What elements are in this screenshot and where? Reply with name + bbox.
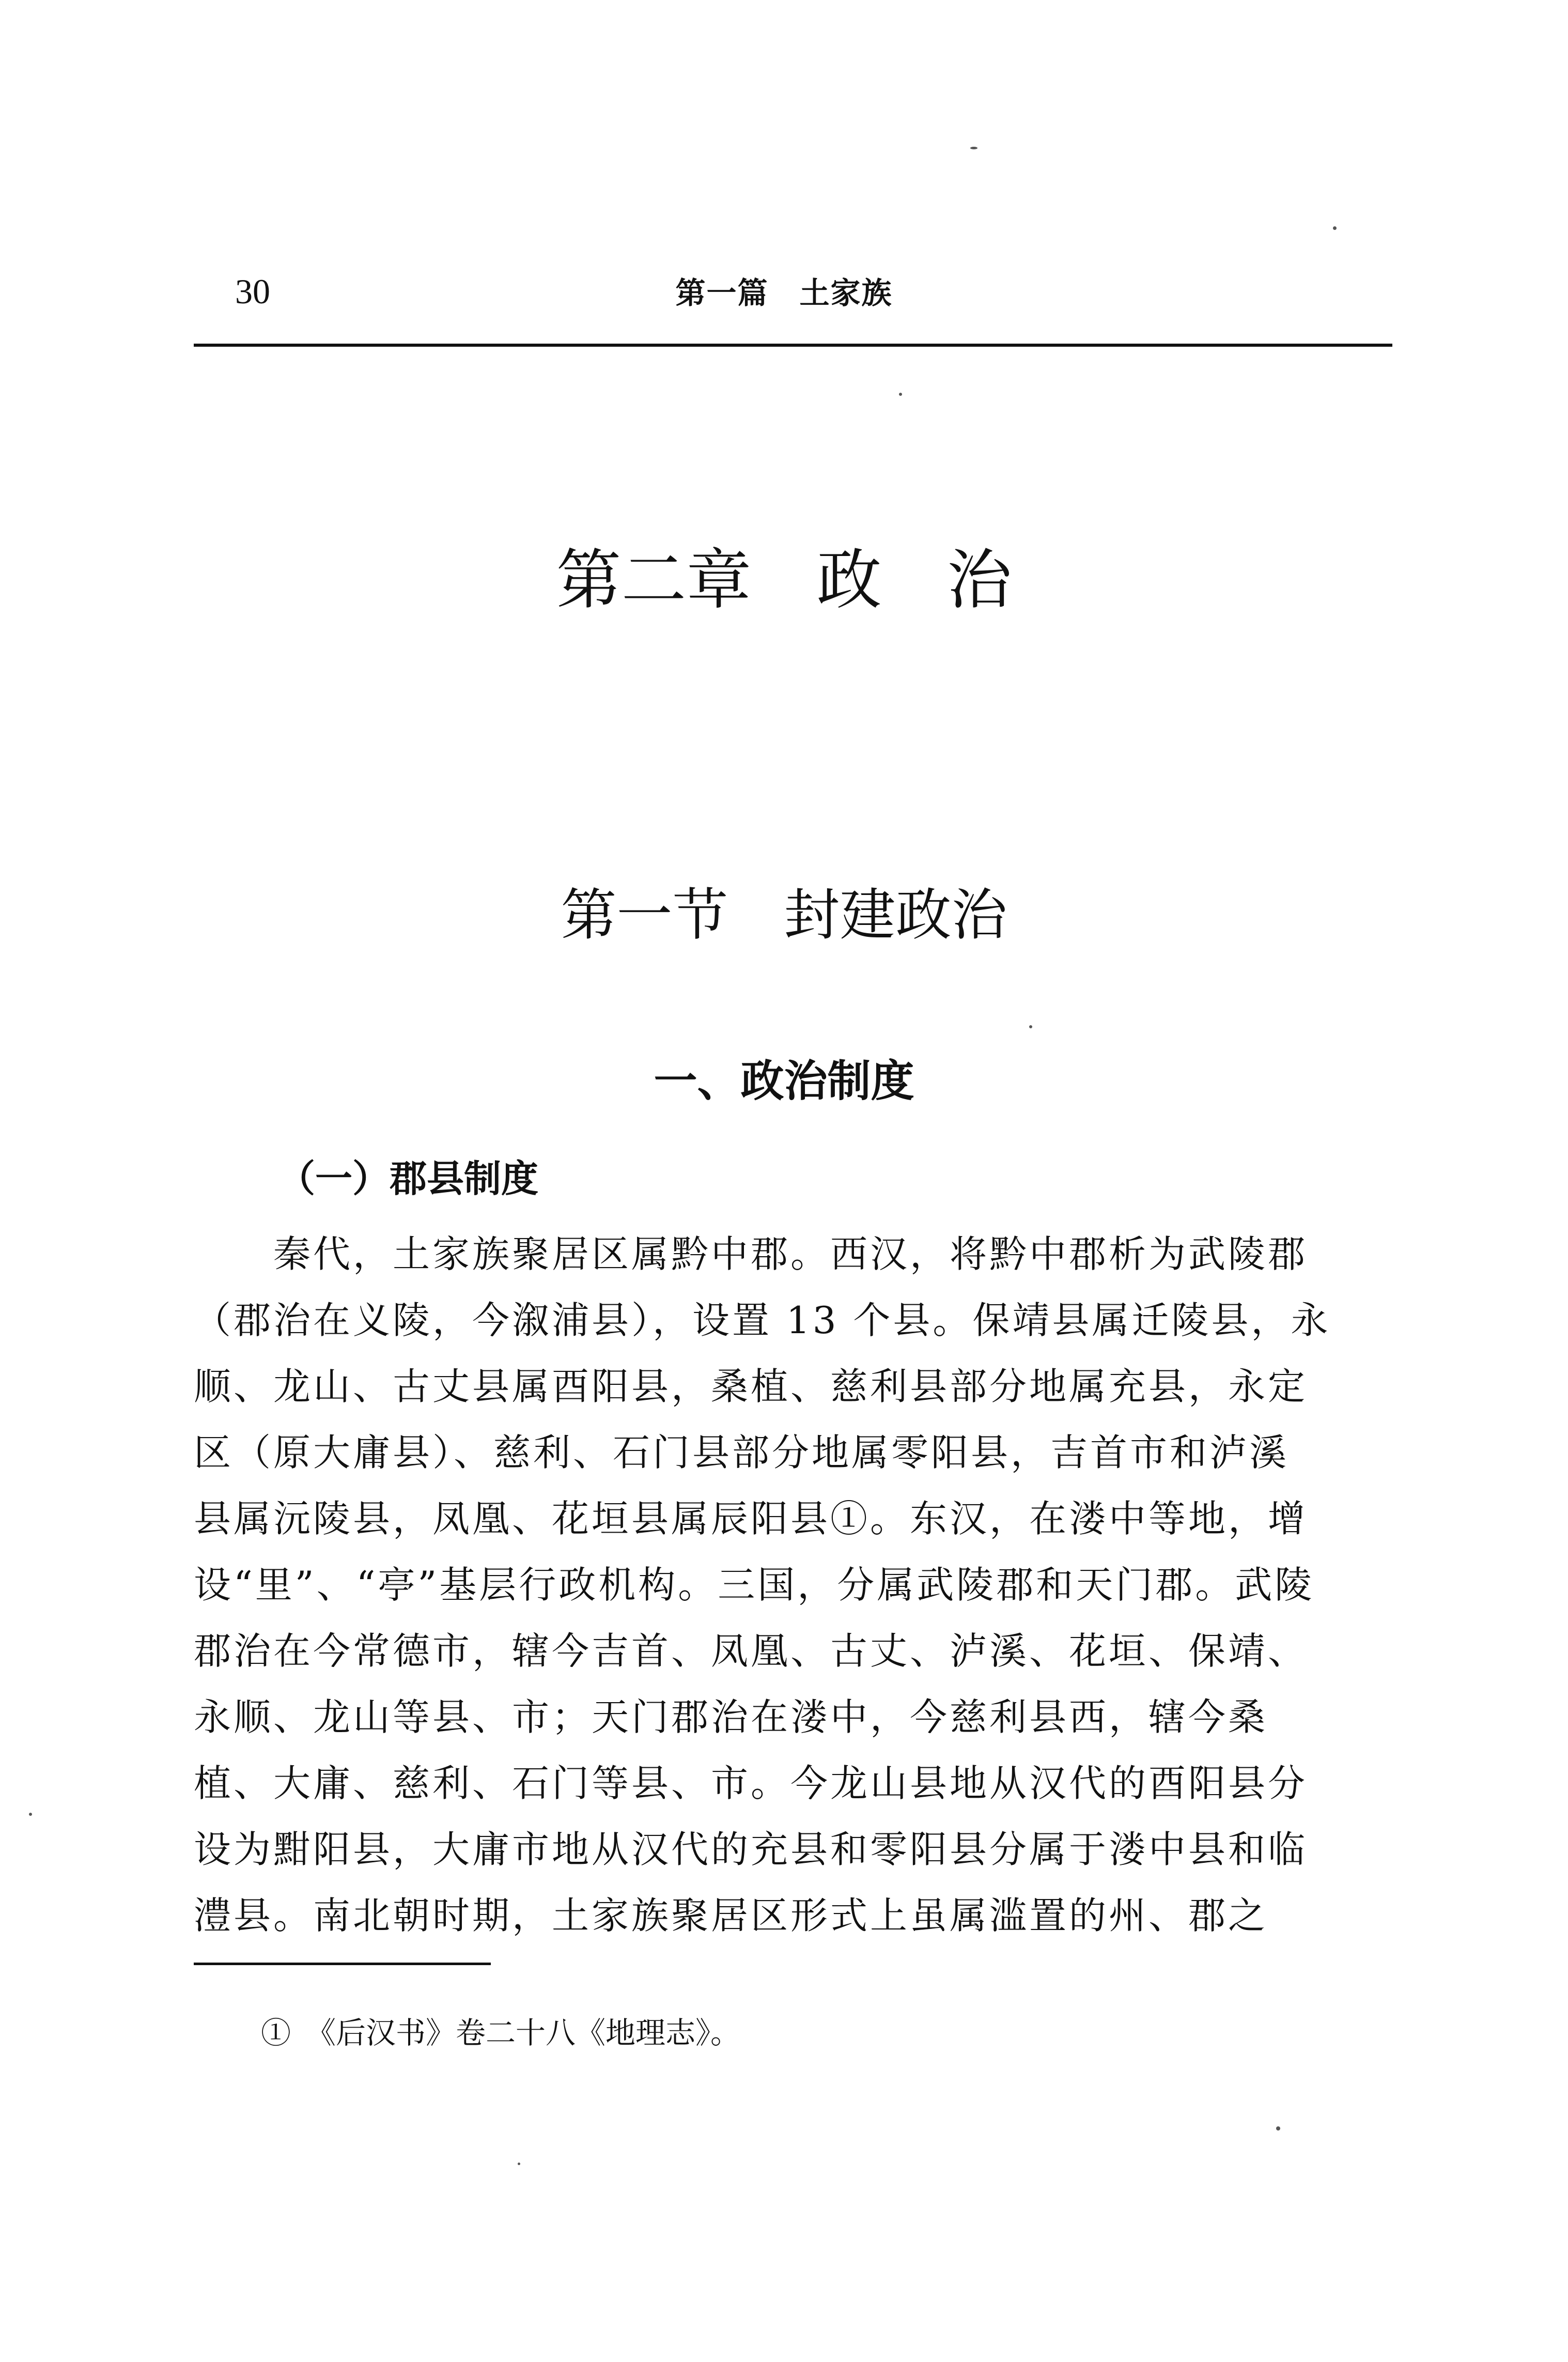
body-line: 秦代，土家族聚居区属黔中郡。西汉，将黔中郡析为武陵郡 — [194, 1232, 1308, 1276]
body-line: 设“里”、“亭”基层行政机构。三国，分属武陵郡和天门郡。武陵 — [194, 1563, 1315, 1607]
scan-speck — [518, 2163, 520, 2165]
page-number: 30 — [235, 272, 270, 311]
body-line: 顺、龙山、古丈县属酉阳县，桑植、慈利县部分地属充县，永定 — [194, 1365, 1308, 1408]
body-line: 县属沅陵县，凤凰、花垣县属辰阳县①。东汉，在溇中等地，增 — [194, 1497, 1308, 1540]
body-line: （郡治在义陵，今溆浦县），设置 13 个县。保靖县属迁陵县，永 — [194, 1299, 1331, 1342]
chapter-title: 第二章 政 治 — [556, 542, 1012, 618]
body-paragraph — [194, 1221, 1392, 1949]
scan-speck — [1276, 2126, 1280, 2131]
running-title: 第一篇 土家族 — [675, 275, 893, 311]
body-line: 植、大庸、慈利、石门等县、市。今龙山县地从汉代的酉阳县分 — [194, 1762, 1308, 1805]
body-line: 永顺、龙山等县、市；天门郡治在溇中，今慈利县西，辖今桑 — [194, 1695, 1268, 1739]
scan-speck — [899, 393, 902, 396]
scan-speck — [1029, 1025, 1032, 1028]
subsection-title: 一、政治制度 — [654, 1056, 914, 1106]
body-line: 澧县。南北朝时期，土家族聚居区形式上虽属滥置的州、郡之 — [194, 1894, 1268, 1937]
scan-speck — [970, 147, 977, 149]
footnote: ① 《后汉书》卷二十八《地理志》。 — [261, 2015, 741, 2050]
scan-speck — [29, 1813, 32, 1816]
body-line: 郡治在今常德市，辖今吉首、凤凰、古丈、泸溪、花垣、保靖、 — [194, 1629, 1308, 1673]
subheading: （一）郡县制度 — [278, 1157, 539, 1200]
body-line: 区（原大庸县）、慈利、石门县部分地属零阳县，吉首市和泸溪 — [194, 1431, 1290, 1474]
footnote-rule — [194, 1963, 491, 1965]
body-line: 设为黚阳县，大庸市地从汉代的充县和零阳县分属于溇中县和临 — [194, 1828, 1308, 1871]
header-rule — [194, 344, 1392, 347]
section-title: 第一节 封建政治 — [561, 883, 1007, 948]
scan-speck — [1333, 226, 1337, 230]
